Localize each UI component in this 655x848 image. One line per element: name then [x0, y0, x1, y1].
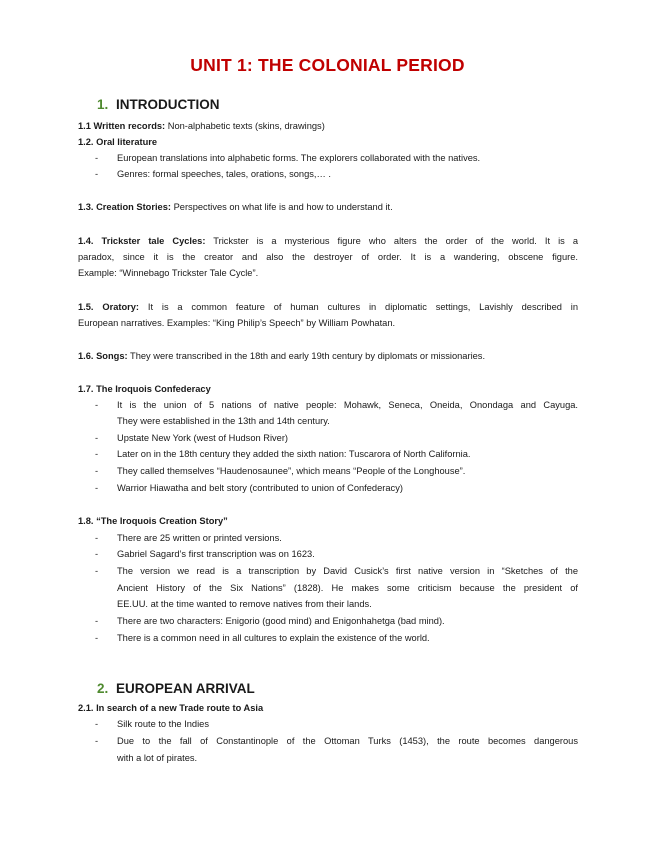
- section-heading-european-arrival: [97, 681, 255, 696]
- bullet-dash: -: [95, 719, 99, 729]
- subsection-1-7: [78, 383, 211, 395]
- section-heading-introduction: [97, 97, 220, 112]
- subsection-text: They were transcribed in the 18th and early 19th century by diplomats or missionaries.: [127, 351, 486, 361]
- list-item: Genres: formal speeches, tales, orations, songs,… .: [117, 169, 331, 179]
- bullet-dash: -: [95, 566, 99, 576]
- list-item: It is the union of 5 nations of native people: Mohawk, Seneca, Oneida, Onondaga and Cayuga.: [117, 400, 578, 410]
- page-title: UNIT 1: THE COLONIAL PERIOD: [190, 55, 465, 75]
- list-item-continuation: EE.UU. at the time wanted to remove natives from their lands.: [117, 599, 372, 609]
- subsection-1-5-line-2: European narratives. Examples: “King Philip’s Speech” by William Powhatan.: [78, 318, 396, 328]
- list-item-continuation: They were established in the 13th and 14th century.: [117, 416, 330, 426]
- subsection-label: 1.6. Songs:: [78, 351, 128, 361]
- bullet-dash: -: [95, 483, 99, 493]
- subsection-1-8: [78, 515, 228, 527]
- subsection-label: 1.5. Oratory:: [78, 302, 140, 312]
- subsection-2-1: [78, 702, 263, 714]
- subsection-text: Non-alphabetic texts (skins, drawings): [165, 121, 325, 131]
- bullet-dash: -: [95, 449, 99, 459]
- bullet-dash: -: [95, 153, 99, 163]
- list-item-continuation: Ancient History of the Six Nations” (1828). He makes some criticism because the president of: [117, 583, 578, 593]
- bullet-dash: -: [95, 466, 99, 476]
- list-item: European translations into alphabetic forms. The explorers collaborated with the natives.: [117, 153, 481, 163]
- list-item-continuation: with a lot of pirates.: [117, 753, 198, 763]
- bullet-dash: -: [95, 169, 99, 179]
- subsection-text: It is a common feature of human cultures in diplomatic settings, Lavishly described in: [139, 302, 578, 312]
- subsection-label: 1.4. Trickster tale Cycles:: [78, 236, 206, 246]
- bullet-dash: -: [95, 400, 99, 410]
- bullet-dash: -: [95, 549, 99, 559]
- bullet-dash: -: [95, 533, 99, 543]
- list-item: The version we read is a transcription by David Cusick’s first native version in “Sketches of the: [117, 566, 578, 576]
- list-item: They called themselves “Haudenosaunee”, which means “People of the Longhouse”.: [117, 466, 466, 476]
- subsection-text: Perspectives on what life is and how to understand it.: [171, 202, 393, 212]
- section-title: EUROPEAN ARRIVAL: [116, 681, 255, 696]
- list-item: Due to the fall of Constantinople of the Ottoman Turks (1453), the route becomes dangerous: [117, 736, 578, 746]
- list-item: Later on in the 18th century they added the sixth nation: Tuscarora of North California.: [117, 449, 471, 459]
- subsection-label: 1.8. “The Iroquois Creation Story”: [78, 516, 228, 526]
- list-item: There is a common need in all cultures to explain the existence of the world.: [117, 633, 430, 643]
- subsection-1-4-line-3: Example: “Winnebago Trickster Tale Cycle”.: [78, 268, 259, 278]
- subsection-1-5-line-1: [78, 301, 578, 313]
- bullet-dash: -: [95, 433, 99, 443]
- list-item: There are two characters: Enigorio (good mind) and Enigonhahetga (bad mind).: [117, 616, 445, 626]
- subsection-1-1: [78, 120, 325, 132]
- subsection-1-4-line-2: paradox, since it is the creator and also the destroyer of order. It is a wandering, obscene figure.: [78, 252, 578, 262]
- bullet-dash: -: [95, 633, 99, 643]
- section-number: 2.: [97, 681, 109, 696]
- subsection-label: 1.1 Written records:: [78, 121, 166, 131]
- bullet-dash: -: [95, 736, 99, 746]
- subsection-1-2: [78, 136, 157, 148]
- section-title: INTRODUCTION: [116, 97, 220, 112]
- subsection-1-6: [78, 350, 485, 362]
- list-item: Warrior Hiawatha and belt story (contributed to union of Confederacy): [117, 483, 403, 493]
- bullet-dash: -: [95, 616, 99, 626]
- list-item: Gabriel Sagard’s first transcription was on 1623.: [117, 549, 315, 559]
- subsection-label: 1.3. Creation Stories:: [78, 202, 171, 212]
- subsection-text: Trickster is a mysterious figure who alters the order of the world. It is a: [205, 236, 578, 246]
- list-item: There are 25 written or printed versions.: [117, 533, 282, 543]
- subsection-label: 2.1. In search of a new Trade route to Asia: [78, 703, 264, 713]
- list-item: Upstate New York (west of Hudson River): [117, 433, 289, 443]
- subsection-1-3: [78, 201, 393, 213]
- subsection-label: 1.7. The Iroquois Confederacy: [78, 384, 211, 394]
- section-number: 1.: [97, 97, 109, 112]
- list-item: Silk route to the Indies: [117, 719, 209, 729]
- subsection-label: 1.2. Oral literature: [78, 137, 158, 147]
- subsection-1-4-line-1: [78, 235, 578, 247]
